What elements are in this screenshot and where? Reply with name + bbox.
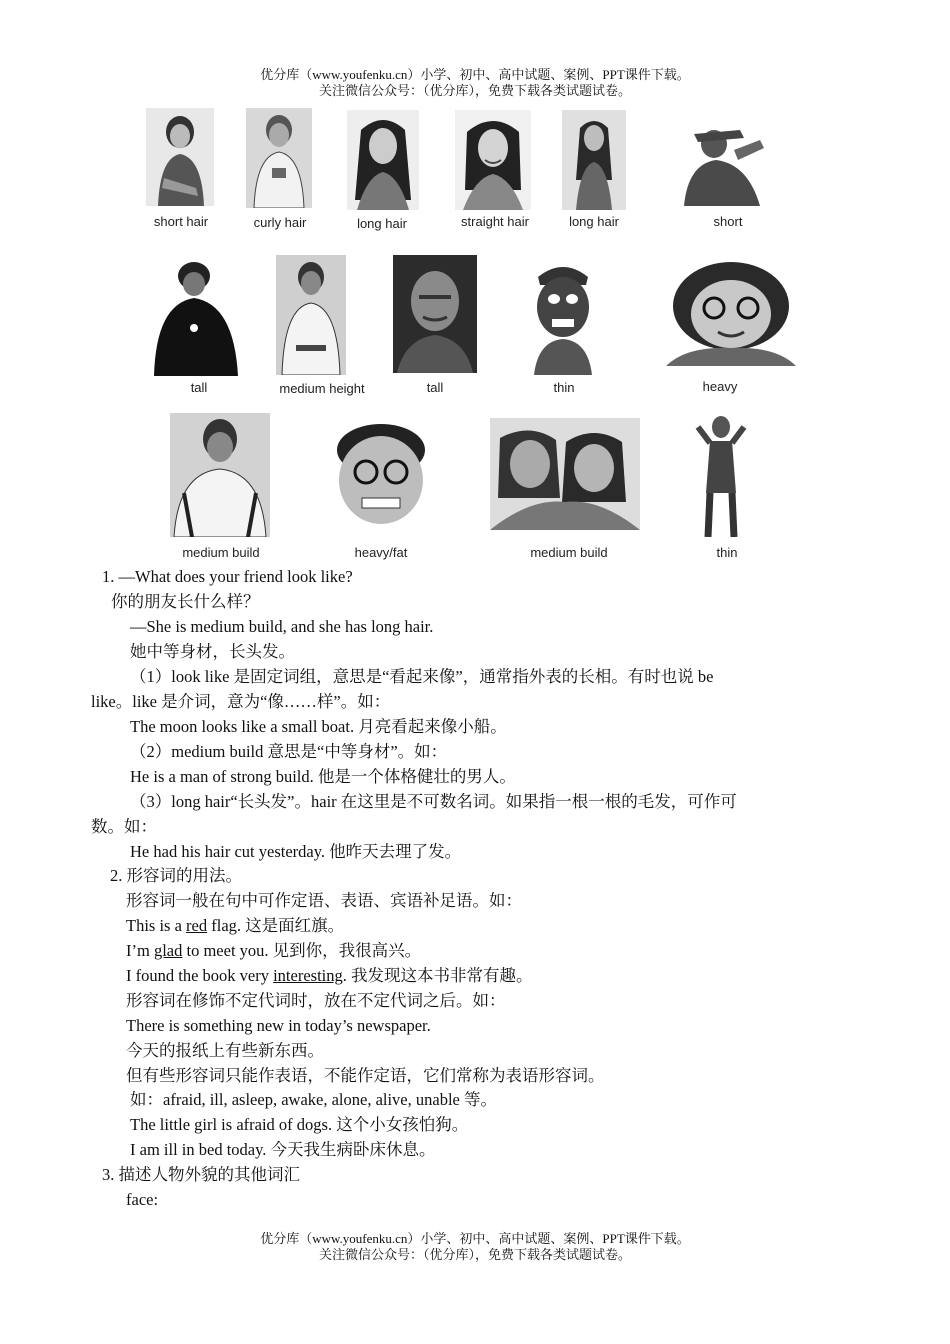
page-footer [0,1231,950,1263]
caption-straight-hair: straight hair [461,214,529,229]
example-ill: I am ill in bed today. 今天我生病卧床休息。 [130,1140,436,1159]
caption-heavy-fat: heavy/fat [354,545,408,560]
caption-tall-2: tall [426,380,444,395]
photo-thin-caricature [520,255,606,375]
example-strong-build: He is a man of strong build. 他是一个体格健壮的男人。 [130,767,516,786]
example-text: . 我发现这本书非常有趣。 [342,966,533,985]
question-1: 1. —What does your friend look like? [102,567,353,586]
photo-woman-long-hair [347,110,419,210]
example-text: This is a [126,916,187,935]
example-text: to meet you. 见到你，我很高兴。 [182,941,422,960]
footer-line-2: 关注微信公众号：（优分库），免费下载各类试题试卷。 [318,1247,631,1262]
question-1-translation: 你的朋友长什么样？ [111,592,260,611]
caption-thin-2: thin [716,545,738,560]
photo-short-person [664,120,776,206]
caption-long-hair-2: long hair [569,214,619,229]
photo-man-curly-hair [246,108,312,208]
note-1-line-1: （1）look like 是固定词组，意思是“看起来像”，通常指外表的长相。有时也说 be [130,667,714,686]
section-2-heading: 2. 形容词的用法。 [110,866,242,885]
header-line-1: 优分库（www.youfenku.cn）小学、初中、高中试题、案例、PPT课件下载。 [260,67,690,82]
note-3-line-2: 数。如： [91,817,157,836]
example-moon: The moon looks like a small boat. 月亮看起来像小船。 [130,717,507,736]
header-line-2: 关注微信公众号：（优分库），免费下载各类试题试卷。 [318,83,631,98]
section-2-intro: 形容词一般在句中可作定语、表语、宾语补足语。如： [126,891,522,910]
caption-heavy: heavy [702,379,738,394]
example-haircut: He had his hair cut yesterday. 他昨天去理了发。 [130,842,462,861]
caption-curly-hair: curly hair [253,215,307,230]
example-red-flag [126,916,344,936]
photo-woman-straight-hair [455,110,531,210]
underlined-word: glad [153,941,183,960]
caption-short-hair: short hair [153,214,209,229]
answer-1-translation: 她中等身材，长头发。 [130,642,295,661]
page-header [0,67,950,99]
photo-man-medium-height [276,255,346,375]
photo-two-women-medium-build [490,418,640,530]
face-label: face: [126,1190,159,1209]
example-something-new-translation: 今天的报纸上有些新东西。 [126,1041,324,1060]
example-afraid: The little girl is afraid of dogs. 这个小女孩怕狗。 [130,1115,469,1134]
example-text: I’m [126,941,154,960]
caption-long-hair: long hair [357,216,407,231]
caption-short: short [713,214,743,229]
photo-heavy-caricature [656,256,806,366]
note-2: （2）medium build 意思是“中等身材”。如： [130,742,448,761]
underlined-word: red [186,916,208,935]
example-text: flag. 这是面红旗。 [207,916,345,935]
photo-woman-short-hair [146,108,214,206]
underlined-word: interesting [273,966,343,985]
photo-tall-man-2 [393,255,477,373]
footer-line-1: 优分库（www.youfenku.cn）小学、初中、高中试题、案例、PPT课件下载。 [260,1231,690,1246]
note-3-line-1: （3）long hair“长头发”。hair 在这里是不可数名词。如果指一根一根的毛发，可作可 [130,792,737,811]
indefinite-pronoun-rule: 形容词在修饰不定代词时，放在不定代词之后。如： [126,991,506,1010]
note-1-line-2: like。like 是介词，意为“像……样”。如： [91,692,391,711]
photo-tall-man [148,258,242,376]
example-glad [126,941,421,961]
example-interesting [126,966,533,986]
caption-medium-build: medium build [182,545,260,560]
photo-thin-man [690,413,752,537]
example-something-new: There is something new in today’s newspaper. [126,1016,431,1035]
photo-heavy-fat-caricature [322,418,440,536]
section-3-heading: 3. 描述人物外貌的其他词汇 [102,1165,300,1184]
caption-thin: thin [553,380,575,395]
example-text: I found the book very [126,966,274,985]
caption-tall: tall [190,380,208,395]
photo-woman-long-hair-2 [562,110,626,210]
predicative-adjective-rule: 但有些形容词只能作表语，不能作定语，它们常称为表语形容词。 [126,1066,605,1085]
predicative-adjective-list: 如：afraid, ill, asleep, awake, alone, alive, unable 等。 [130,1090,497,1109]
caption-medium-height: medium height [279,381,365,396]
answer-1: —She is medium build, and she has long hair. [130,617,434,636]
caption-medium-build-2: medium build [530,545,608,560]
photo-man-medium-build [170,413,270,537]
